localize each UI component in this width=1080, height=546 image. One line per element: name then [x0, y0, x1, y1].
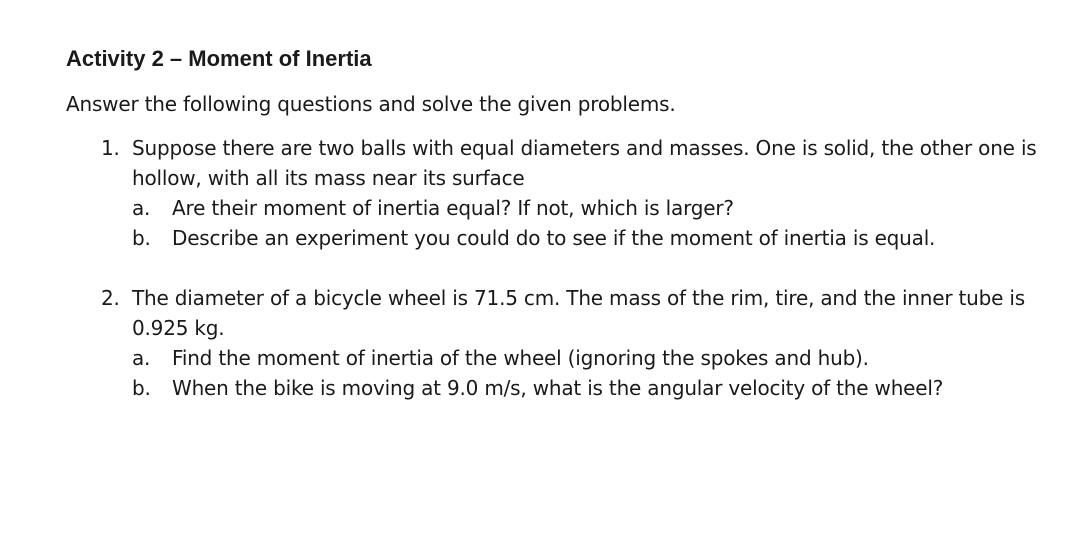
question-part	[132, 343, 1056, 373]
part-text: Are their moment of inertia equal? If not, which is larger?	[172, 196, 734, 220]
question-text: Suppose there are two balls with equal diameters and masses. One is solid, the other one is hollow, with all its mass near its surface	[132, 136, 1037, 190]
question-number: 2.	[101, 286, 120, 310]
question-number: 1.	[101, 136, 120, 160]
question-part	[132, 373, 1056, 403]
question-1	[66, 133, 1056, 253]
question-part	[132, 223, 1056, 253]
part-letter: a.	[132, 346, 151, 370]
part-letter: b.	[132, 376, 151, 400]
question-part	[132, 193, 1056, 223]
part-letter: a.	[132, 196, 151, 220]
question-2	[66, 283, 1056, 403]
question-parts	[132, 343, 1056, 403]
question-list	[66, 133, 1056, 403]
part-letter: b.	[132, 226, 151, 250]
question-parts	[132, 193, 1056, 253]
question-text: The diameter of a bicycle wheel is 71.5 cm. The mass of the rim, tire, and the inner tube is 0.925 kg.	[132, 286, 1025, 340]
part-text: Describe an experiment you could do to see if the moment of inertia is equal.	[172, 226, 936, 250]
part-text: When the bike is moving at 9.0 m/s, what is the angular velocity of the wheel?	[172, 376, 944, 400]
part-text: Find the moment of inertia of the wheel (ignoring the spokes and hub).	[172, 346, 869, 370]
activity-instructions: Answer the following questions and solve the given problems.	[66, 92, 676, 116]
activity-title: Activity 2 – Moment of Inertia	[66, 46, 372, 71]
activity-sheet	[66, 44, 1056, 403]
